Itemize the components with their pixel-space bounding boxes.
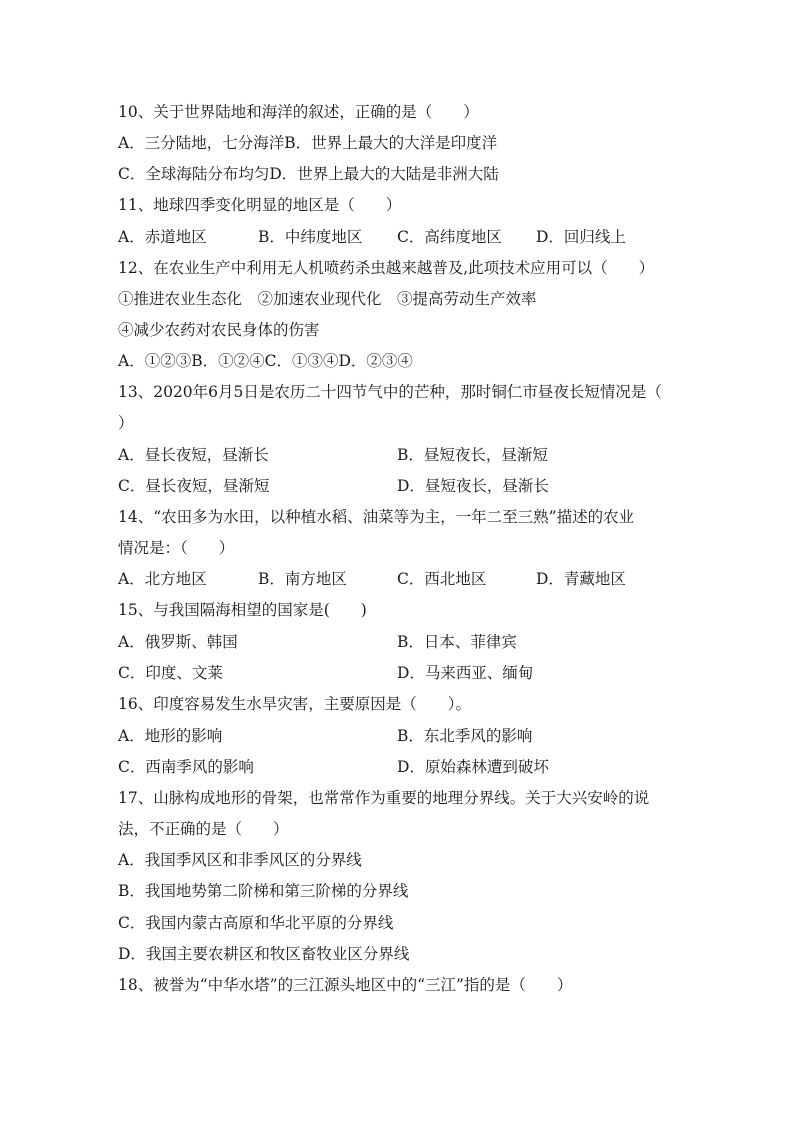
option-a: A．昼长夜短，昼渐长 (118, 446, 269, 464)
option-d: D．马来西亚、缅甸 (397, 664, 534, 682)
question-12-options: A．①②③B．①②④C．①③④D．②③④ (118, 352, 413, 370)
option-d: D．昼短夜长，昼渐长 (397, 477, 549, 495)
question-15-stem: 15、与我国隔海相望的国家是( ) (118, 601, 367, 619)
option-d: D．原始森林遭到破坏 (397, 758, 549, 776)
option-c: C．高纬度地区 (397, 228, 502, 246)
question-17-stem-2: 法，不正确的是（ ） (118, 820, 289, 838)
question-17-option-a: A．我国季风区和非季风区的分界线 (118, 851, 362, 869)
option-c: C．昼长夜短，昼渐短 (118, 477, 270, 495)
option-a: A．地形的影响 (118, 727, 223, 745)
question-11-stem: 11、地球四季变化明显的地区是（ ） (118, 196, 402, 214)
option-b: B．东北季风的影响 (397, 727, 533, 745)
question-10-stem: 10、关于世界陆地和海洋的叙述，正确的是（ ） (118, 103, 479, 121)
question-17-option-c: C．我国内蒙古高原和华北平原的分界线 (118, 914, 394, 932)
question-12-items-1: ①推进农业生态化 ②加速农业现代化 ③提高劳动生产效率 (118, 290, 537, 308)
option-d: D．青藏地区 (536, 570, 626, 588)
question-17-stem-1: 17、山脉构成地形的骨架，也常常作为重要的地理分界线。关于大兴安岭的说 (118, 789, 650, 807)
option-c: C．西南季风的影响 (118, 758, 254, 776)
question-14-stem-2: 情况是：（ ） (118, 539, 235, 557)
option-c: C．西北地区 (397, 570, 487, 588)
option-b: B．中纬度地区 (258, 228, 363, 246)
option-a: A．赤道地区 (118, 228, 207, 246)
option-c: C．印度、文莱 (118, 664, 223, 682)
option-a: A．俄罗斯、韩国 (118, 633, 238, 651)
option-b: B．昼短夜长，昼渐短 (397, 446, 548, 464)
question-13-stem-2: ） (118, 414, 134, 432)
option-d: D．回归线上 (536, 228, 626, 246)
question-12-items-2: ④减少农药对农民身体的伤害 (118, 321, 320, 339)
question-10-options-ab: A．三分陆地，七分海洋B．世界上最大的大洋是印度洋 (118, 134, 498, 152)
question-14-stem-1: 14、“农田多为水田，以种植水稻、油菜等为主，一年二至三熟”描述的农业 (118, 508, 635, 526)
option-a: A．北方地区 (118, 570, 207, 588)
question-10-options-cd: C．全球海陆分布均匀D．世界上最大的大陆是非洲大陆 (118, 165, 499, 183)
question-17-option-b: B．我国地势第二阶梯和第三阶梯的分界线 (118, 882, 409, 900)
question-13-stem-1: 13、2020年6月5日是农历二十四节气中的芒种，那时铜仁市昼夜长短情况是（ (118, 383, 662, 401)
question-17-option-d: D．我国主要农耕区和牧区畜牧业区分界线 (118, 945, 410, 963)
question-18-stem: 18、被誉为“中华水塔”的三江源头地区中的“三江”指的是（ ） (118, 976, 573, 994)
question-16-stem: 16、印度容易发生水旱灾害，主要原因是（ ）。 (118, 695, 471, 713)
question-12-stem: 12、在农业生产中利用无人机喷药杀虫越来越普及,此项技术应用可以（ ） (118, 259, 655, 277)
option-b: B．日本、菲律宾 (397, 633, 517, 651)
option-b: B．南方地区 (258, 570, 347, 588)
